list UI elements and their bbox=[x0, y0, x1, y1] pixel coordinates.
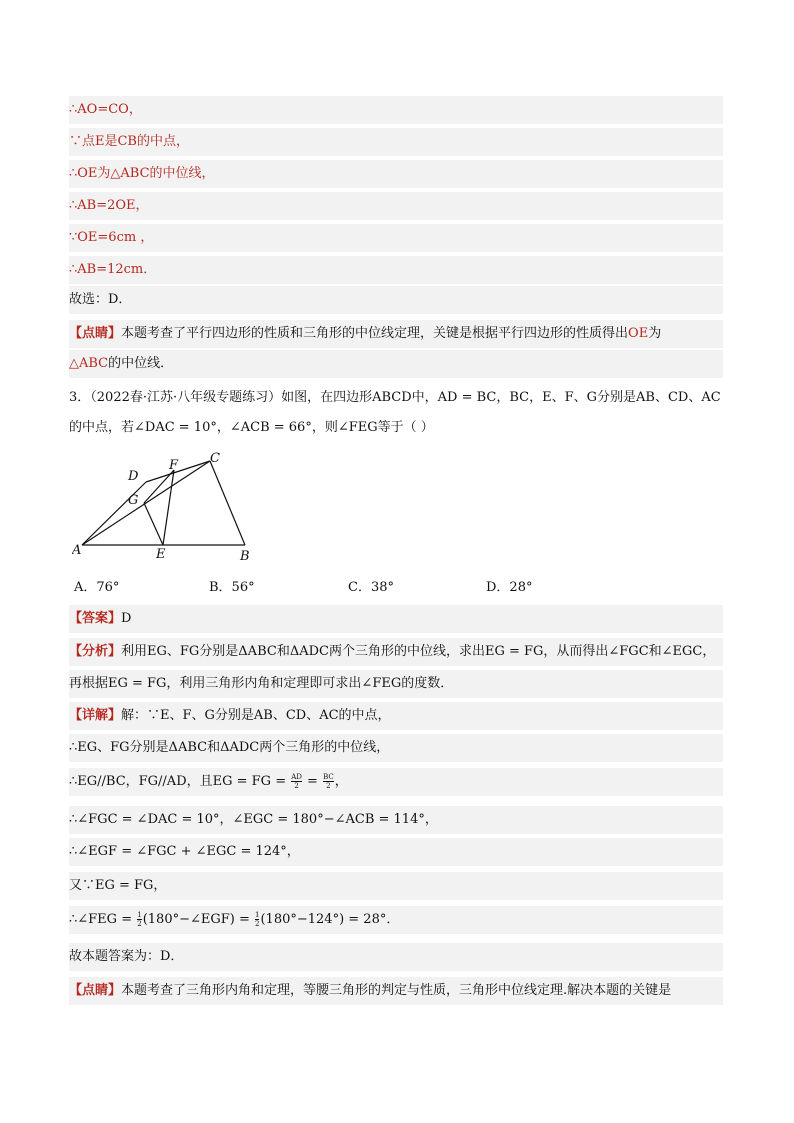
detail-text: ， bbox=[334, 774, 348, 789]
detail-tag: 【详解】 bbox=[69, 708, 122, 723]
solution-line-2: ∵点E是CB的中点， bbox=[69, 128, 723, 156]
segment-eg bbox=[144, 503, 163, 545]
detail-line-7 bbox=[69, 906, 723, 934]
dianjing-1-line2 bbox=[69, 350, 723, 378]
fraction-half-2: $\frac{1}{2}$ bbox=[255, 911, 260, 928]
detail-line-4: ∴∠FGC = ∠DAC = 10°，∠EGC = 180°−∠ACB = 114°， bbox=[69, 806, 723, 834]
analysis-text: 利用EG、FG分别是ΔABC和ΔADC两个三角形的中位线，求出EG = FG，从而得出∠FGC和∠EGC， bbox=[121, 644, 716, 659]
detail-text: = bbox=[302, 774, 323, 789]
dianjing-1-line1 bbox=[69, 320, 723, 348]
dianjing-red-abc: △ABC bbox=[69, 356, 109, 371]
solution-line-4: ∴AB=2OE， bbox=[69, 192, 723, 220]
analysis-line-1 bbox=[69, 638, 723, 666]
label-d: D bbox=[128, 469, 139, 484]
label-a: A bbox=[72, 543, 82, 558]
segment-ef bbox=[163, 470, 174, 545]
option-d[interactable]: D．28° bbox=[486, 580, 533, 595]
detail-line-6: 又∵EG = FG， bbox=[69, 872, 723, 900]
label-f: F bbox=[169, 458, 179, 473]
detail-line-3 bbox=[69, 768, 723, 796]
dianjing-text: 本题考查了平行四边形的性质和三角形的中位线定理，关键是根据平行四边形的性质得出 bbox=[121, 326, 629, 341]
analysis-tag: 【分析】 bbox=[69, 644, 122, 659]
solution-line-6: ∴AB=12cm． bbox=[69, 256, 723, 284]
label-b: B bbox=[240, 549, 250, 564]
detail-line-1 bbox=[69, 702, 723, 730]
fraction-ad-2: $\frac{AD}{2}$ bbox=[291, 773, 302, 790]
option-c[interactable]: C．38° bbox=[348, 580, 394, 595]
option-b[interactable]: B．56° bbox=[209, 580, 255, 595]
answer-tag: 【答案】 bbox=[69, 611, 122, 626]
dianjing-2-line bbox=[69, 977, 723, 1005]
answer-line bbox=[69, 605, 723, 633]
solution-line-3: ∴OE为△ABC的中位线， bbox=[69, 160, 723, 188]
question-line-1: 3．（2022春·江苏·八年级专题练习）如图，在四边形ABCD中，AD = BC，BC，E、F、G分别是AB、CD、AC bbox=[69, 390, 721, 405]
detail-text: ∴EG//BC，FG//AD，且EG = FG = bbox=[69, 774, 287, 789]
label-e: E bbox=[156, 547, 166, 562]
detail-text: (180°−124°) = 28°． bbox=[260, 912, 400, 927]
analysis-line-2: 再根据EG = FG，利用三角形内角和定理即可求出∠FEG的度数． bbox=[69, 670, 723, 698]
options-row bbox=[69, 574, 723, 602]
question-line-2: 的中点，若∠DAC = 10°，∠ACB = 66°，则∠FEG等于（ ） bbox=[69, 420, 434, 435]
fraction-half: $\frac{1}{2}$ bbox=[137, 911, 142, 928]
fraction-bc-2: $\frac{BC}{2}$ bbox=[323, 773, 334, 790]
dianjing-text: 为 bbox=[648, 326, 662, 341]
segment-bc bbox=[210, 461, 245, 545]
label-c: C bbox=[210, 451, 220, 466]
dianjing2-tag: 【点睛】 bbox=[69, 983, 122, 998]
detail-text: (180°−∠EGF) = bbox=[142, 912, 250, 927]
label-g: G bbox=[128, 493, 139, 508]
dianjing-red-oe: OE bbox=[628, 326, 649, 341]
dianjing2-text: 本题考查了三角形内角和定理，等腰三角形的判定与性质，三角形中位线定理.解决本题的关键是 bbox=[121, 983, 672, 998]
solution-line-5: ∵OE=6cm ， bbox=[69, 224, 723, 252]
detail-line-8: 故本题答案为：D． bbox=[69, 943, 723, 971]
detail-text: 解：∵E、F、G分别是AB、CD、AC的中点， bbox=[121, 708, 391, 723]
answer-value: D bbox=[121, 611, 132, 626]
segment-ac bbox=[82, 461, 210, 545]
solution-conclusion: 故选：D． bbox=[69, 286, 723, 314]
solution-line-1: ∴AO=CO， bbox=[69, 96, 723, 124]
dianjing-tag: 【点睛】 bbox=[69, 326, 122, 341]
dianjing-text: 的中位线． bbox=[108, 356, 174, 371]
detail-line-2: ∴EG、FG分别是ΔABC和ΔADC两个三角形的中位线， bbox=[69, 734, 723, 762]
detail-text: ∴∠FEG = bbox=[69, 912, 133, 927]
segment-da bbox=[82, 482, 146, 545]
option-a[interactable]: A．76° bbox=[74, 580, 120, 595]
quadrilateral-figure bbox=[72, 450, 292, 565]
detail-line-5: ∴∠EGF = ∠FGC + ∠EGC = 124°， bbox=[69, 838, 723, 866]
